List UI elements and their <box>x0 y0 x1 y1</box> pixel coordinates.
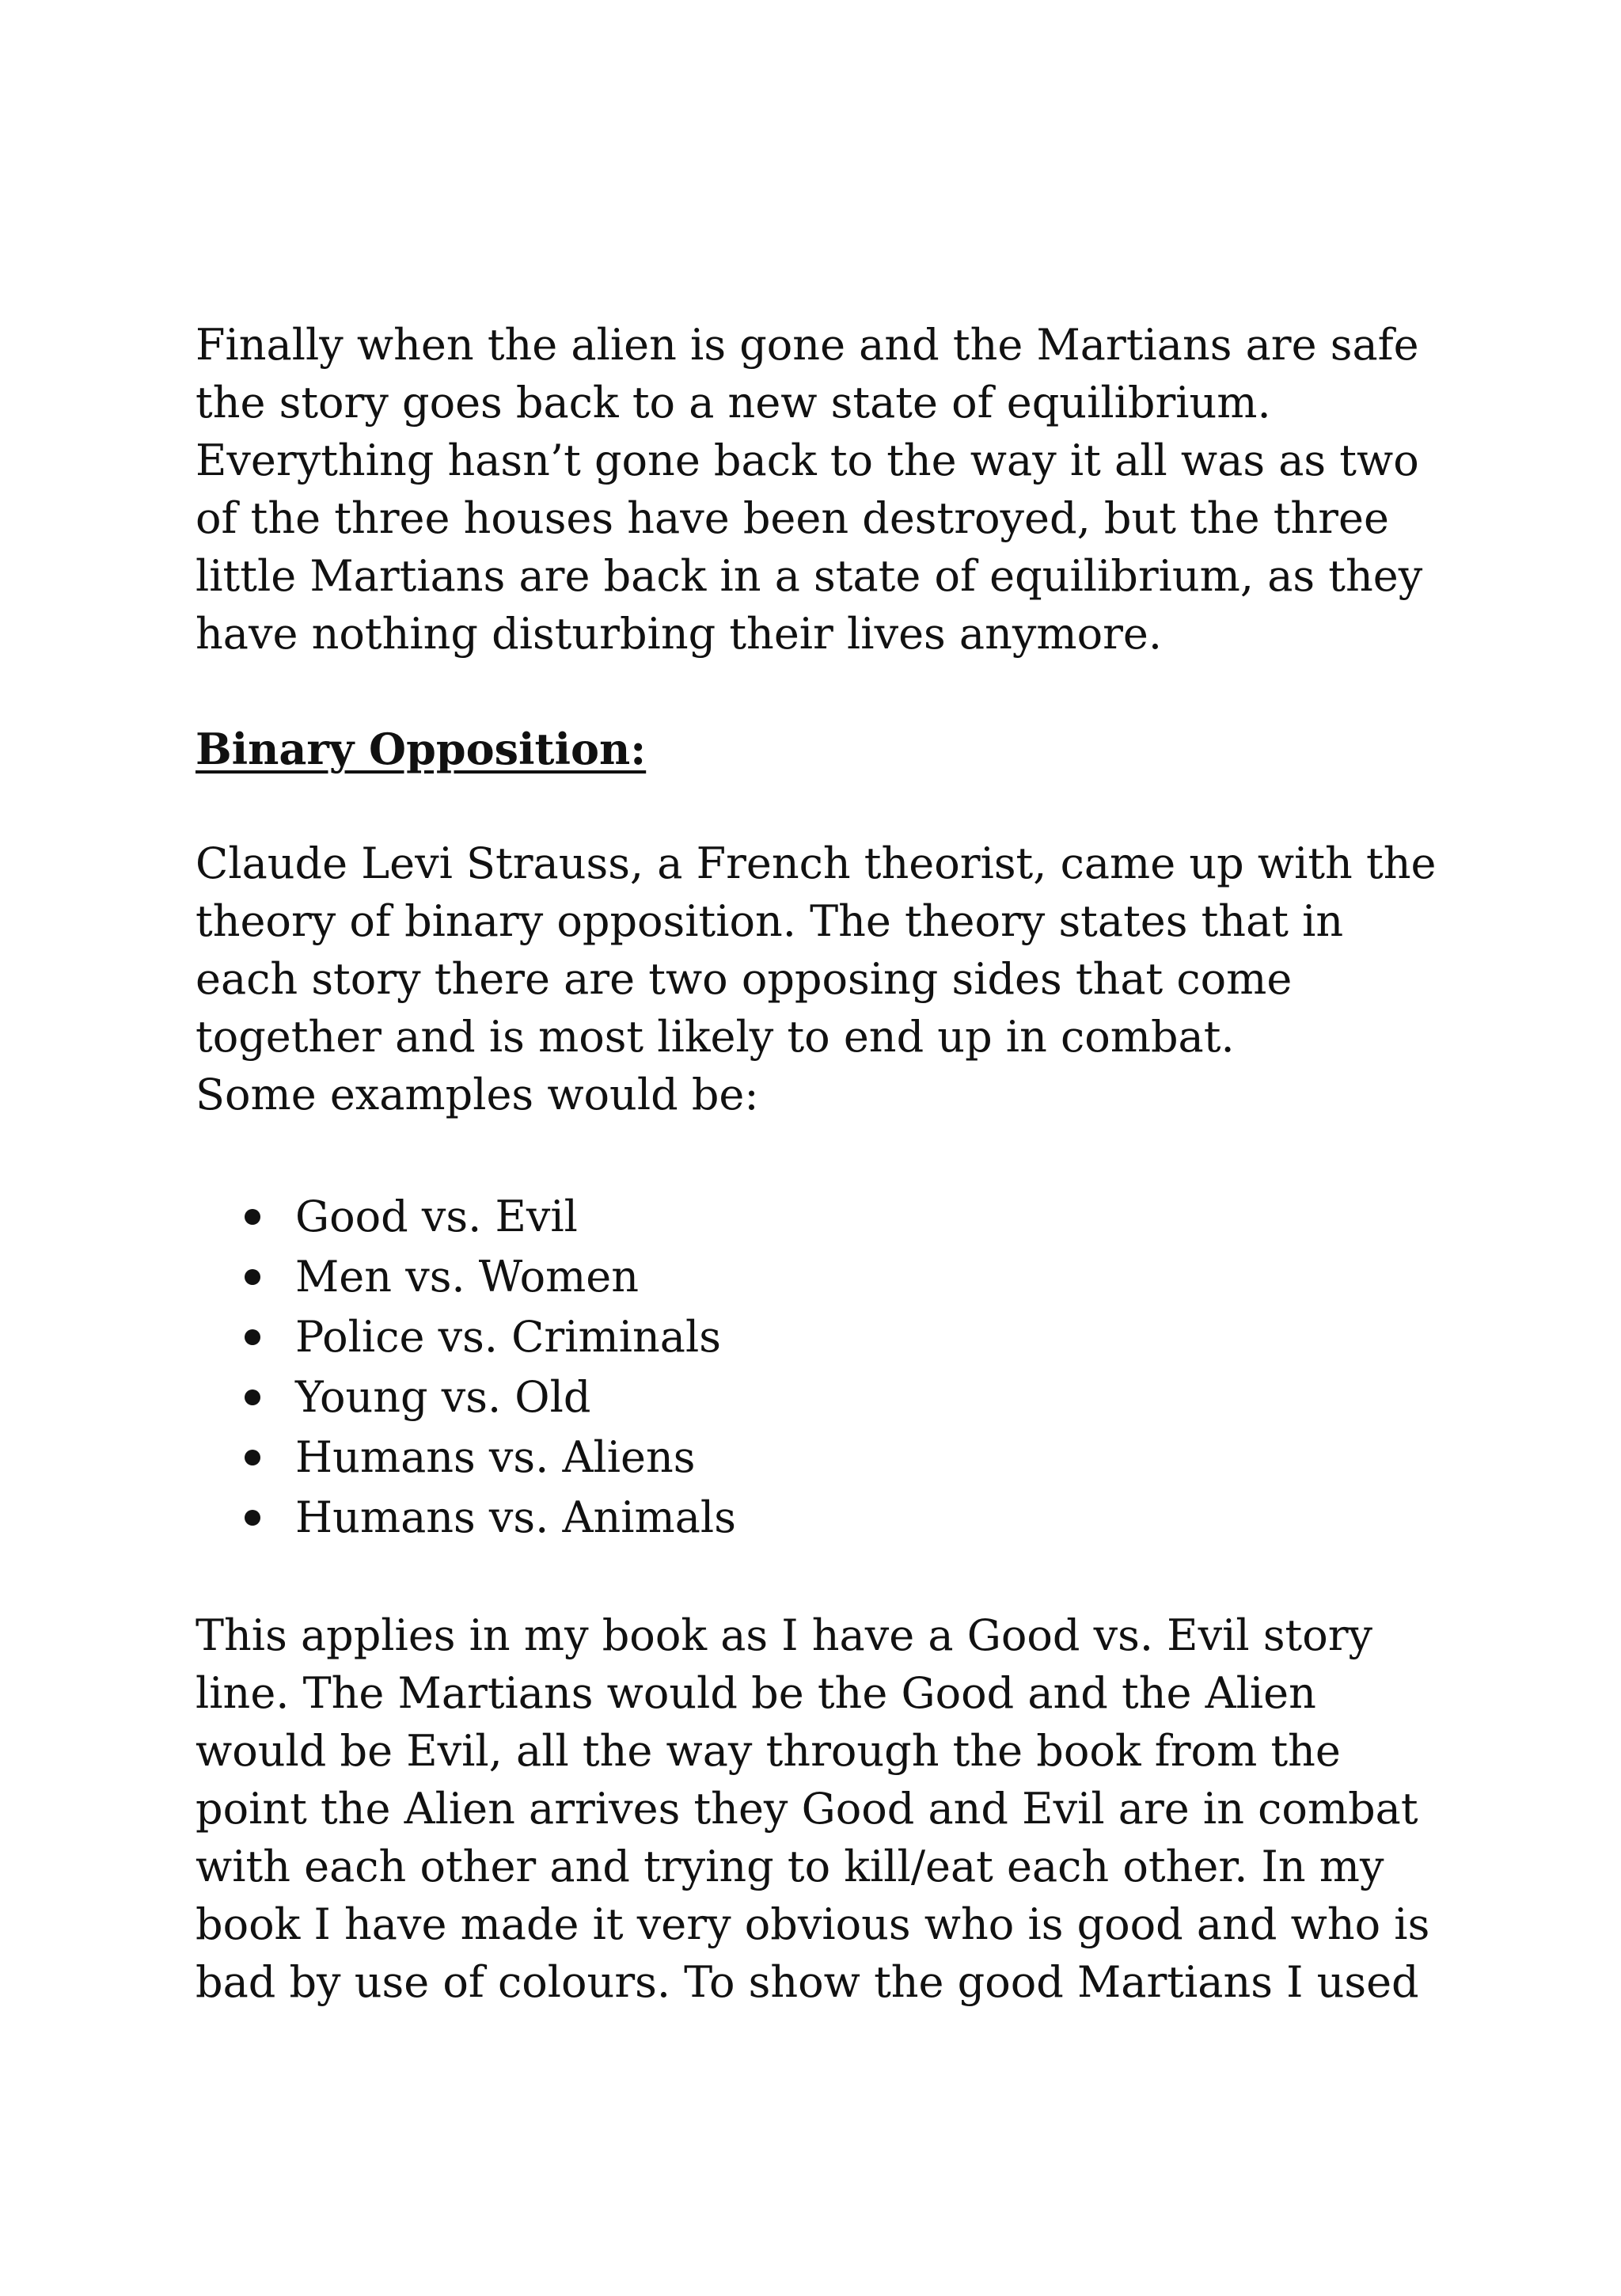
paragraph-line: the story goes back to a new state of equilibrium. <box>196 378 1271 428</box>
bullet-icon <box>245 1389 260 1405</box>
paragraph-line: This applies in my book as I have a Good vs. Evil story <box>196 1610 1373 1660</box>
bullet-icon <box>245 1450 260 1465</box>
paragraph-line: Some examples would be: <box>196 1070 759 1119</box>
paragraph-line: Finally when the alien is gone and the Martians are safe <box>196 320 1419 370</box>
paragraph-line: theory of binary opposition. The theory states that in <box>196 896 1344 946</box>
bullet-icon <box>245 1329 260 1345</box>
bullet-icon <box>245 1209 260 1225</box>
paragraph-line: line. The Martians would be the Good and the Alien <box>196 1668 1316 1718</box>
list-item-text: Men vs. Women <box>295 1252 640 1302</box>
paragraph-line: book I have made it very obvious who is good and who is <box>196 1899 1430 1949</box>
paragraph-line: little Martians are back in a state of equilibrium, as they <box>196 551 1423 601</box>
bullet-icon <box>245 1269 260 1285</box>
bullet-icon <box>245 1510 260 1526</box>
list-item-text: Police vs. Criminals <box>295 1312 721 1362</box>
paragraph-line: point the Alien arrives they Good and Evil are in combat <box>196 1784 1418 1834</box>
paragraph-line: would be Evil, all the way through the book from the <box>196 1726 1341 1776</box>
list-item-text: Humans vs. Animals <box>295 1492 736 1542</box>
paragraph-line: bad by use of colours. To show the good Martians I used <box>196 1957 1419 2007</box>
list-item-text: Humans vs. Aliens <box>295 1432 696 1482</box>
list-item-text: Young vs. Old <box>295 1372 591 1422</box>
paragraph-line: Everything hasn’t gone back to the way it all was as two <box>196 435 1419 485</box>
paragraph-line: Claude Levi Strauss, a French theorist, came up with the <box>196 838 1437 888</box>
paragraph-line: of the three houses have been destroyed, but the three <box>196 493 1389 543</box>
paragraph-line: each story there are two opposing sides that come <box>196 954 1293 1004</box>
section-heading: Binary Opposition: <box>196 724 647 774</box>
list-item-text: Good vs. Evil <box>295 1192 578 1241</box>
paragraph-line: with each other and trying to kill/eat each other. In my <box>196 1842 1384 1891</box>
paragraph-line: have nothing disturbing their lives anymore. <box>196 609 1163 659</box>
paragraph-line: together and is most likely to end up in combat. <box>196 1012 1235 1062</box>
